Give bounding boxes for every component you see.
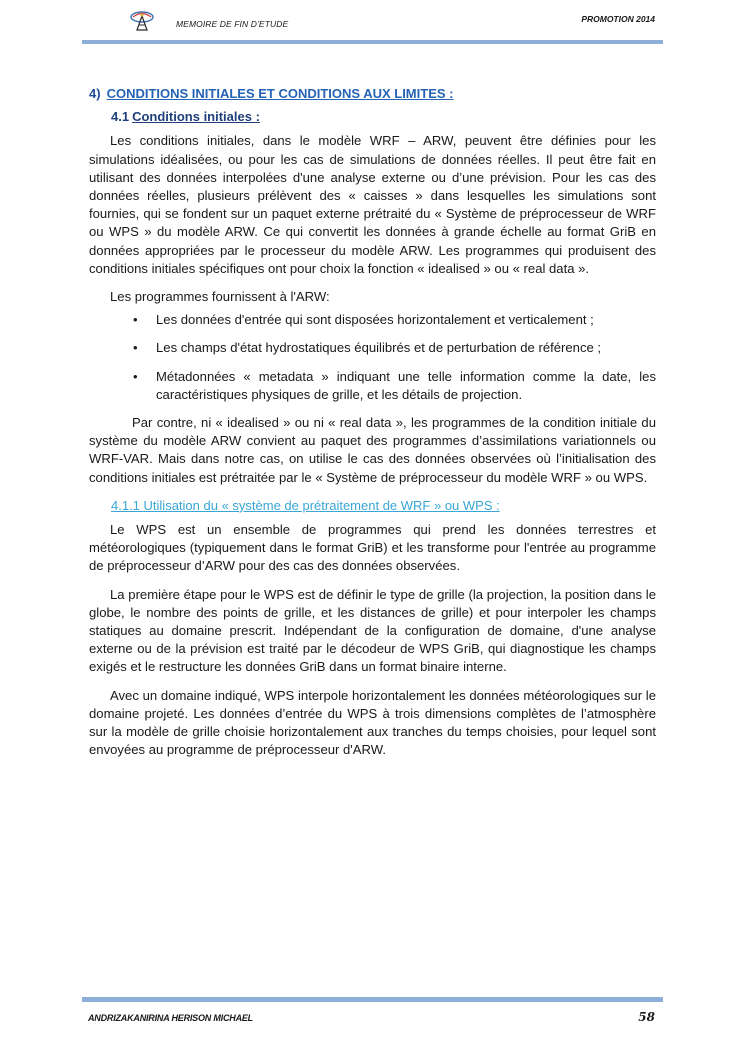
bullet-icon: • (133, 312, 138, 328)
list-item (89, 368, 656, 404)
subsubsection-title: 4.1.1 Utilisation du « système de prétraitement de WRF » ou WPS : (111, 497, 500, 513)
page-number: 58 (638, 1010, 655, 1024)
paragraph-wps-first-step: La première étape pour le WPS est de définir le type de grille (la projection, la position dans le globe, le nombre des points de grille, et les distances de grille) et pour interpoler les champs statiques au domaine prescrit. Indépendant de la configuration de domaine, d'une analyse externe ou de la prévision est traité par le décodeur de WPS GriB, qui diagnostique les champs exigés et le restructure les données GriB dans un format binaire interne. (89, 586, 656, 675)
page-content (89, 85, 656, 770)
list-item (89, 311, 656, 329)
subsection-title: Conditions initiales : (132, 109, 260, 125)
subsection-heading (111, 108, 656, 126)
bullet-icon: • (133, 368, 138, 384)
paragraph-wrf-var: Par contre, ni « idealised » ou ni « real data », les programmes de la condition initiale du système du modèle ARW convient au paquet des programmes d’assimilations variationnels ou WRF-VAR. Mais dans notre cas, on utilise le cas des données observées où l’initialisation des conditions initiales est prétraitée par le « Système de préprocesseur du modèle WRF » ou WPS. (89, 415, 656, 485)
bullet-list (89, 311, 656, 404)
paragraph-wps-definition: Le WPS est un ensemble de programmes qui prend les données terrestres et météorologiques (typiquement dans le format GriB) et les transforme pour l'entrée au programme de préprocesseur d’ARW pour des cas des données observées. (89, 522, 656, 574)
paragraph-wps-interpolation: Avec un domaine indiqué, WPS interpole horizontalement les données météorologiques sur le domaine projeté. Les données d’entrée du WPS à trois dimensions complètes de l’atmosphère sur la modèle de grille choisie horizontalement aux tranches du temps choisies, pour lequel sont envoyées au programme de préprocesseur d'ARW. (89, 687, 656, 758)
header-rule (82, 40, 663, 44)
subsection-number: 4.1 (111, 109, 130, 125)
footer-rule (82, 997, 663, 1002)
list-item-text: Les champs d'état hydrostatiques équilibrés et de perturbation de référence ; (156, 340, 602, 356)
university-logo-icon (127, 8, 157, 32)
footer-author: ANDRIZAKANIRINA HERISON MICHAEL (88, 1013, 253, 1023)
list-item-text: Métadonnées « metadata » indiquant une telle information comme la date, les caractéristiques physiques de grille, et les détails de projection. (156, 368, 656, 402)
paragraph-programs-intro: Les programmes fournissent à l'ARW: (110, 289, 330, 305)
section-heading (89, 85, 656, 103)
paragraph-initial-conditions: Les conditions initiales, dans le modèle WRF – ARW, peuvent être définies pour les simulations idéalisées, ou pour les cas de simulations de données réelles. Il peut être fait en utilisant des données interpolées d'une analyse externe ou d’une prévision. Pour les cas des données réelles, plusieurs prélèvent des « caisses » dans lesquelles les simulations sont fournies, qui se fondent sur un paquet externe prétraité du « Système de préprocesseur de WRF ou WPS » du modèle ARW. Ce qui convertit les données à grande échelle au format GriB en données appropriées par le processeur du modèle ARW. Les programmes qui produisent des conditions initiales spécifiques ont pour choix la fonction « idealised » ou « real data ». (89, 133, 656, 276)
list-item (89, 339, 656, 357)
section-title: CONDITIONS INITIALES ET CONDITIONS AUX LIMITES : (106, 86, 454, 101)
header-promotion: PROMOTION 2014 (581, 14, 655, 24)
section-number: 4) (89, 86, 101, 101)
subsubsection-heading (111, 497, 656, 515)
bullet-icon: • (133, 340, 138, 356)
header-title: MEMOIRE DE FIN D’ETUDE (176, 19, 289, 29)
list-item-text: Les données d'entrée qui sont disposées horizontalement et verticalement ; (156, 312, 594, 328)
